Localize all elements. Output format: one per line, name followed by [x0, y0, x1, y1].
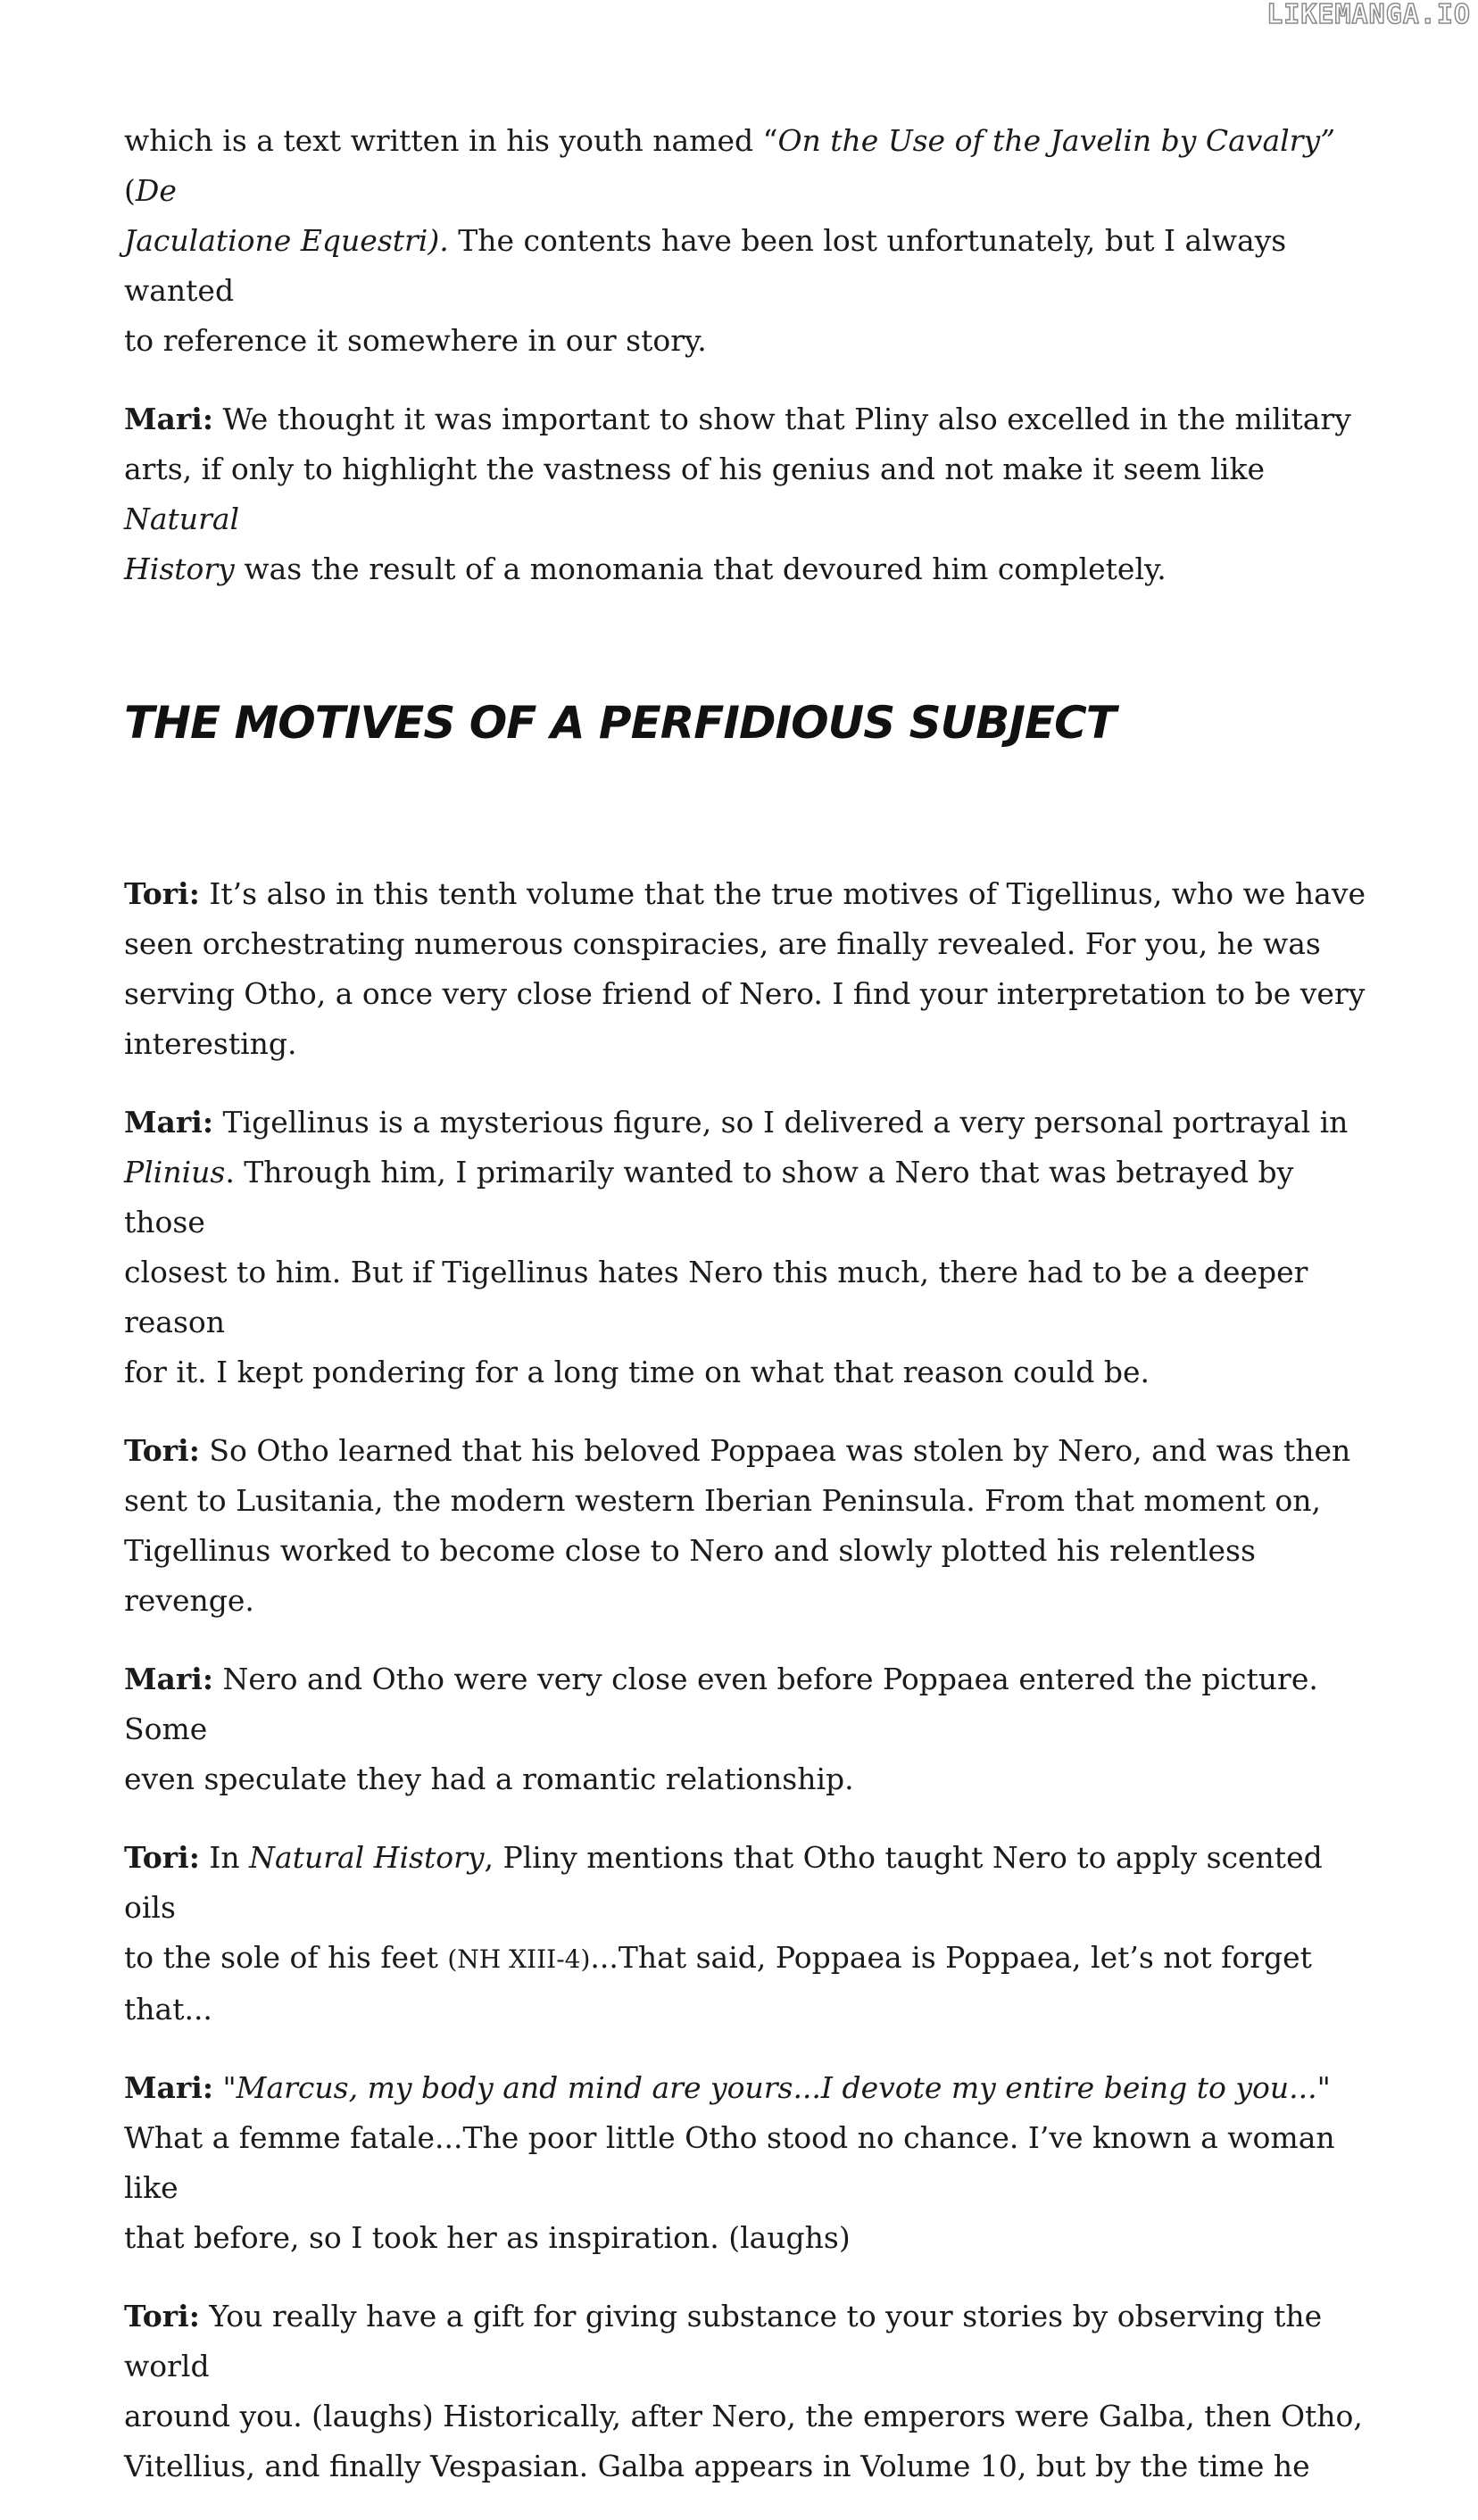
speaker-label: Tori: [124, 876, 200, 911]
speaker-label: Mari: [124, 402, 214, 436]
article-body [124, 116, 1374, 2520]
quote: "Marcus, my body and mind are yours...I devote my entire being to you..." [213, 2070, 1331, 2105]
speaker-label: Mari: [124, 2070, 214, 2105]
section-heading: THE MOTIVES OF A PERFIDIOUS SUBJECT [124, 697, 1116, 749]
paragraph-mari-2: Mari: Tigellinus is a mysterious figure, so I delivered a very personal portrayal in Plinius. Through him, I primarily wanted to show a Nero that was betrayed by those closest to him. But if Tigellinus hates Nero this much, there had to be a deeper reason for it. I kept pondering for a long time on what that reason could be. [124, 1105, 1349, 1389]
paragraph-tori-1: Tori: It’s also in this tenth volume that the true motives of Tigellinus, who we have seen orchestrating numerous conspiracies, are finally revealed. For you, he was serving Otho, a once very close friend of Nero. I find your interpretation to be very interesting. [124, 876, 1366, 1061]
speaker-label: Tori: [124, 1840, 200, 1875]
intro-paragraph: which is a text written in his youth named “On the Use of the Javelin by Cavalry” (De Jaculatione Equestri). The contents have been lost unfortunately, but I always wanted to reference it somewhere in our story. [124, 123, 1335, 358]
speaker-label: Tori: [124, 2299, 200, 2333]
paragraph-mari-1: Mari: We thought it was important to show that Pliny also excelled in the military arts, if only to highlight the vastness of his genius and not make it seem like Natural History was the result of a monomania that devoured him completely. [124, 402, 1351, 586]
paragraph-mari-3: Mari: Nero and Otho were very close even before Poppaea entered the picture. Some even speculate they had a romantic relationship. [124, 1662, 1318, 1796]
paragraph-tori-4: Tori: You really have a gift for giving substance to your stories by observing the world around you. (laughs) Historically, after Nero, the emperors were Galba, then Otho, Vitellius, and finally Vespasian. Galba appears in Volume 10, but by the time he [124, 2299, 1363, 2483]
paragraph-tori-2: Tori: So Otho learned that his beloved Poppaea was stolen by Nero, and was then sent to Lusitania, the modern western Iberian Peninsula. From that moment on, Tigellinus worked to become close to Nero and slowly plotted his relentless revenge. [124, 1433, 1351, 1618]
citation: (NH XIII-4) [447, 1944, 591, 1974]
speaker-label: Mari: [124, 1662, 214, 1696]
paragraph-mari-4: Mari: "Marcus, my body and mind are yours...I devote my entire being to you..." What a femme fatale...The poor little Otho stood no chance. I’ve known a woman like that before, so I took her as inspiration. (laughs) [124, 2070, 1335, 2255]
speaker-label: Tori: [124, 1433, 200, 1468]
speaker-label: Mari: [124, 1105, 214, 1140]
watermark-logo: LIKEMANGA.IO [1266, 0, 1471, 30]
paragraph-tori-3: Tori: In Natural History, Pliny mentions that Otho taught Nero to apply scented oils to the sole of his feet (NH XIII-4)...That said, Poppaea is Poppaea, let’s not forget that... [124, 1840, 1323, 2027]
